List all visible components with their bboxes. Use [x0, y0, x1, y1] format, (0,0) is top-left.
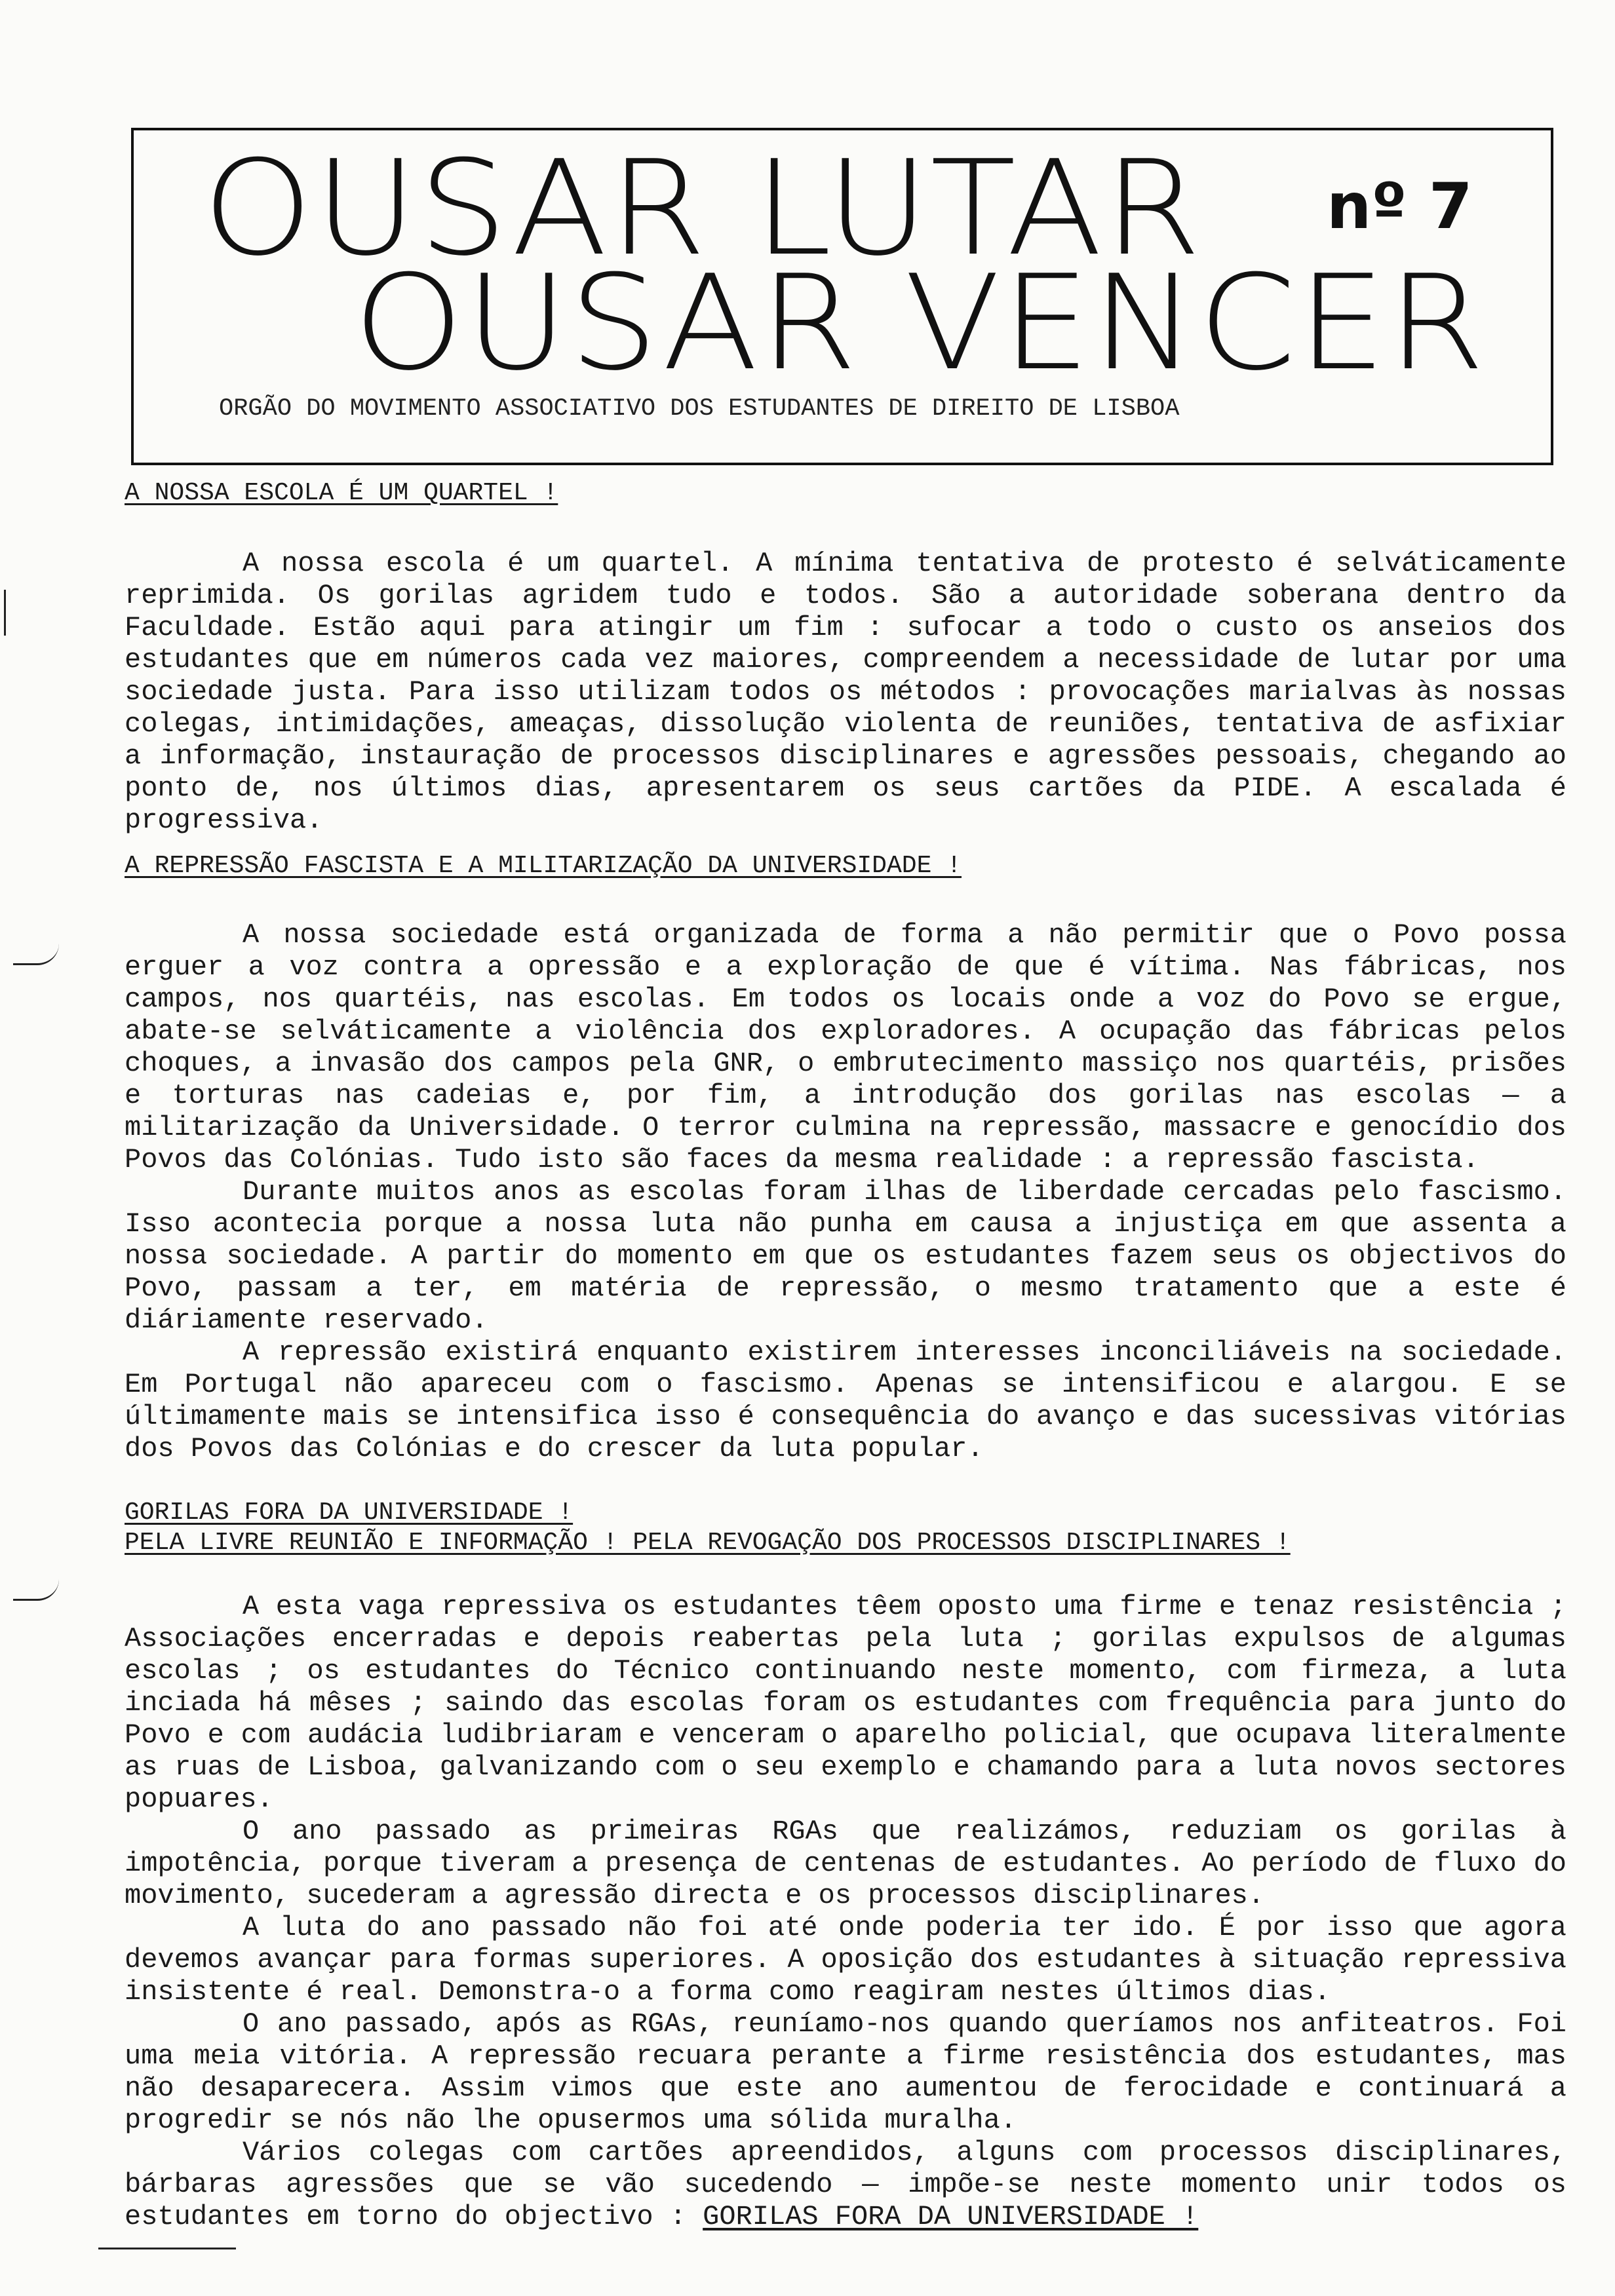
masthead-box	[131, 128, 1553, 465]
footer-rule	[98, 2248, 236, 2249]
paragraph: A esta vaga repressiva os estudantes têem oposto uma firme e tenaz resistência ; Associações encerradas e depois reabertas pela luta ; gorilas expulsos de algumas escolas ; os estudantes do Técnico continuando neste momento, com firmeza, a luta inciada há mêses ; saindo das escolas foram os estudantes com frequência para junto do Povo e com audácia ludibriaram e venceram o aparelho policial, que ocupava literalmente as ruas de Lisboa, galvanizando com o seu exemplo e chamando para a luta novos sectores popuares.	[125, 1591, 1566, 1815]
margin-mark	[0, 590, 6, 636]
section-heading: A NOSSA ESCOLA É UM QUARTEL !	[125, 479, 558, 507]
paragraph: A nossa escola é um quartel. A mínima tentativa de protesto é selváticamente reprimida. Os gorilas agridem tudo e todos. São a autoridade soberana dentro da Faculdade. Estão aqui para atingir um fim : sufocar a todo o custo os anseios dos estudantes que em números cada vez maiores, compreendem a necessidade de lutar por uma sociedade justa. Para isso utilizam todos os métodos : provocações marialvas às nossas colegas, intimidações, ameaças, dissolução violenta de reuniões, tentativa de asfixiar a informação, instauração de processos disciplinares e agressões pessoais, chegando ao ponto de, nos últimos dias, apresentarem os seus cartões da PIDE. A escalada é progressiva.	[125, 548, 1566, 836]
paragraph: A nossa sociedade está organizada de forma a não permitir que o Povo possa erguer a voz contra a opressão e a exploração de que é vítima. Nas fábricas, nos campos, nos quartéis, nas escolas. Em todos os locais onde a voz do Povo se ergue, abate-se selváticamente a violência dos exploradores. A ocupação das fábricas pelos choques, a invasão dos campos pela GNR, o embrutecimento massiço nos quartéis, prisões e torturas nas cadeias e, por fim, a introdução dos gorilas nas escolas — a militarização da Universidade. O terror culmina na repressão, massacre e genocídio dos Povos das Colónias. Tudo isto são faces da mesma realidade : a repressão fascista.	[125, 919, 1566, 1176]
article-body	[125, 478, 1566, 2233]
paragraph: A repressão existirá enquanto existirem interesses inconciliáveis na sociedade. Em Portugal não apareceu com o fascismo. Apenas se intensificou e alargou. E se últimamente mais se intensifica isso é consequência do avanço e das sucessivas vitórias dos Povos das Colónias e do crescer da luta popular.	[125, 1337, 1566, 1464]
paragraph: Durante muitos anos as escolas foram ilhas de liberdade cercadas pelo fascismo. Isso acontecia porque a nossa luta não punha em causa a injustiça em que assenta a nossa sociedade. A partir do momento em que os estudantes fazem seus os objectivos do Povo, passam a ter, em matéria de repressão, o mesmo tratamento que a este é diáriamente reservado.	[125, 1176, 1566, 1336]
issue-number: nº 7	[1327, 170, 1473, 243]
masthead-title-line-1: OUSAR LUTAR	[203, 132, 1203, 285]
paragraph: A luta do ano passado não foi até onde poderia ter ido. É por isso que agora devemos avançar para formas superiores. A oposição dos estudantes à situação repressiva insistente é real. Demonstra-o a forma como reagiram nestes últimos dias.	[125, 1912, 1566, 2008]
masthead-title-line-2: OUSAR VENCER	[353, 247, 1487, 400]
paragraph	[125, 2137, 1566, 2233]
margin-mark	[13, 1579, 59, 1601]
paragraph: O ano passado as primeiras RGAs que realizámos, reduziam os gorilas à impotência, porque tiveram a presença de centenas de estudantes. Ao período de fluxo do movimento, sucederam a agressão directa e os processos disciplinares.	[125, 1816, 1566, 1911]
section-heading: PELA LIVRE REUNIÃO E INFORMAÇÃO ! PELA REVOGAÇÃO DOS PROCESSOS DISCIPLINARES !	[125, 1529, 1291, 1557]
paragraph: O ano passado, após as RGAs, reuníamo-nos quando queríamos nos anfiteatros. Foi uma meia vitória. A repressão recuara perante a firme resistência dos estudantes, mas não desaparecera. Assim vimos que este ano aumentou de ferocidade e continuará a progredir se nós não lhe opusermos uma sólida muralha.	[125, 2008, 1566, 2136]
masthead-subtitle: ORGÃO DO MOVIMENTO ASSOCIATIVO DOS ESTUDANTES DE DIREITO DE LISBOA	[219, 395, 1180, 423]
section-heading: GORILAS FORA DA UNIVERSIDADE !	[125, 1499, 574, 1527]
section-heading: A REPRESSÃO FASCISTA E A MILITARIZAÇÃO DA UNIVERSIDADE !	[125, 852, 962, 880]
closing-slogan: GORILAS FORA DA UNIVERSIDADE !	[703, 2201, 1199, 2232]
margin-mark	[13, 944, 59, 965]
paragraph-text: Vários colegas com cartões apreendidos, alguns com processos disciplinares, bárbaras agressões que se vão sucedendo — impõe-se neste momento unir todos os estudantes em torno do objectivo :	[125, 2137, 1566, 2232]
